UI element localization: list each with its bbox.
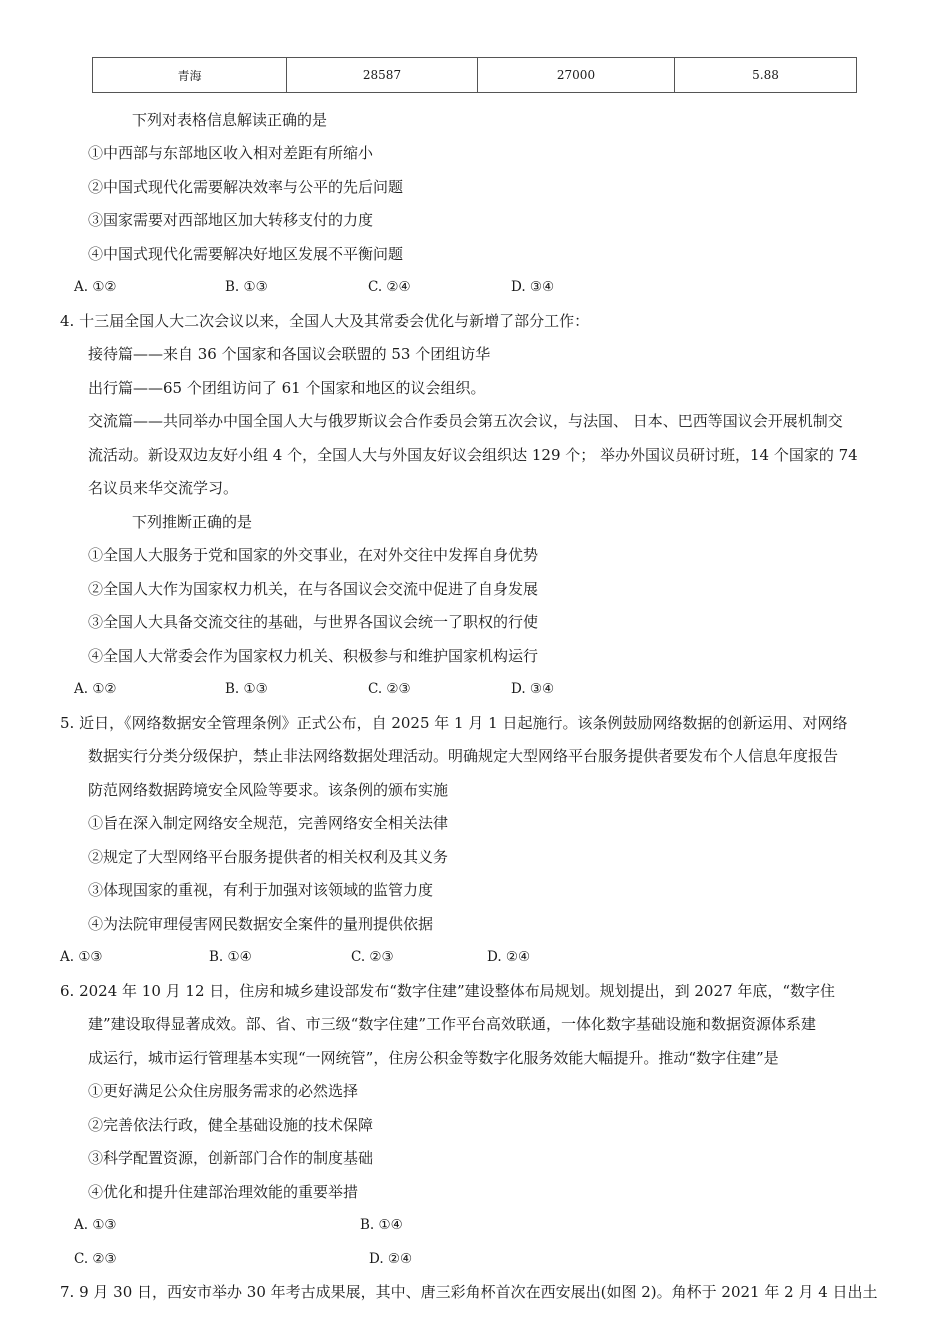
q4-option-a: A. ①② [74,681,117,697]
q3-item-4: ④中国式现代化需要解决好地区发展不平衡问题 [88,245,404,263]
q4-item-1: ①全国人大服务于党和国家的外交事业，在对外交往中发挥自身优势 [88,546,539,564]
data-table [92,57,857,93]
q6-stem-3: 成运行，城市运行管理基本实现“一网统管”，住房公积金等数字化服务效能大幅提升。推动“数字住建”是 [88,1049,779,1067]
q7-stem: 7. 9 月 30 日，西安市举办 30 年考古成果展，其中、唐三彩角杯首次在西安展出(如图 2)。角杯于 2021 年 2 月 4 日出土 [60,1283,878,1301]
q4-option-d: D. ③④ [511,681,555,697]
q5-stem-3: 防范网络数据跨境安全风险等要求。该条例的颁布实施 [88,781,449,799]
q6-item-4: ④优化和提升住建部治理效能的重要举措 [88,1183,359,1201]
q4-option-c: C. ②③ [368,681,411,697]
q6-stem-1: 6. 2024 年 10 月 12 日，住房和城乡建设部发布“数字住建”建设整体布局规划。规划提出，到 2027 年底，“数字住 [60,982,835,1000]
q5-item-3: ③体现国家的重视，有利于加强对该领域的监管力度 [88,881,434,899]
q4-material-1: 接待篇——来自 36 个国家和各国议会联盟的 53 个团组访华 [88,345,491,363]
q3-item-3: ③国家需要对西部地区加大转移支付的力度 [88,211,374,229]
q5-stem-1: 5. 近日，《网络数据安全管理条例》正式公布，自 2025 年 1 月 1 日起施行。该条例鼓励网络数据的创新运用、对网络 [60,714,848,732]
q4-item-3: ③全国人大具备交流交往的基础，与世界各国议会统一了职权的行使 [88,613,539,631]
q4-item-2: ②全国人大作为国家权力机关，在与各国议会交流中促进了自身发展 [88,580,539,598]
q4-material-3: 交流篇——共同举办中国全国人大与俄罗斯议会合作委员会第五次会议，与法国、 日本、巴西等国议会开展机制交 [88,412,843,430]
table-cell-value: 28587 [287,58,478,93]
q3-item-1: ①中西部与东部地区收入相对差距有所缩小 [88,144,374,162]
q6-item-2: ②完善依法行政，健全基础设施的技术保障 [88,1116,374,1134]
q4-option-b: B. ①③ [225,681,268,697]
q4-material-2: 出行篇——65 个团组访问了 61 个国家和地区的议会组织。 [88,379,486,397]
q6-option-c: C. ②③ [74,1251,117,1267]
q4-material-4: 流活动。新设双边友好小组 4 个，全国人大与外国友好议会组织达 129 个； 举办外国议员研讨班，14 个国家的 74 [88,446,858,464]
q3-option-c: C. ②④ [368,279,411,295]
q3-option-d: D. ③④ [511,279,555,295]
q6-stem-2: 建”建设取得显著成效。部、省、市三级“数字住建”工作平台高效联通，一体化数字基础设施和数据资源体系建 [88,1015,817,1033]
q5-option-b: B. ①④ [209,949,252,965]
table-cell-value: 27000 [478,58,675,93]
table-row [93,58,857,93]
q5-stem-2: 数据实行分类分级保护，禁止非法网络数据处理活动。明确规定大型网络平台服务提供者要发布个人信息年度报告 [88,747,839,765]
table-cell-region: 青海 [93,58,287,93]
q5-item-2: ②规定了大型网络平台服务提供者的相关权利及其义务 [88,848,449,866]
q4-prompt: 下列推断正确的是 [132,513,253,531]
q6-option-a: A. ①③ [74,1217,117,1233]
q6-item-3: ③科学配置资源，创新部门合作的制度基础 [88,1149,374,1167]
q4-material-5: 名议员来华交流学习。 [88,479,239,497]
q6-item-1: ①更好满足公众住房服务需求的必然选择 [88,1082,359,1100]
table-cell-value: 5.88 [675,58,857,93]
q6-option-b: B. ①④ [360,1217,403,1233]
q5-option-c: C. ②③ [351,949,394,965]
q4-item-4: ④全国人大常委会作为国家权力机关、积极参与和维护国家机构运行 [88,647,539,665]
q5-item-4: ④为法院审理侵害网民数据安全案件的量刑提供依据 [88,915,434,933]
q3-item-2: ②中国式现代化需要解决效率与公平的先后问题 [88,178,404,196]
q6-option-d: D. ②④ [369,1251,413,1267]
q4-stem: 4. 十三届全国人大二次会议以来，全国人大及其常委会优化与新增了部分工作： [60,312,590,330]
q3-option-a: A. ①② [74,279,117,295]
q5-item-1: ①旨在深入制定网络安全规范，完善网络安全相关法律 [88,814,449,832]
q3-option-b: B. ①③ [225,279,268,295]
q3-prompt: 下列对表格信息解读正确的是 [132,111,328,129]
q5-option-a: A. ①③ [60,949,103,965]
q5-option-d: D. ②④ [487,949,531,965]
